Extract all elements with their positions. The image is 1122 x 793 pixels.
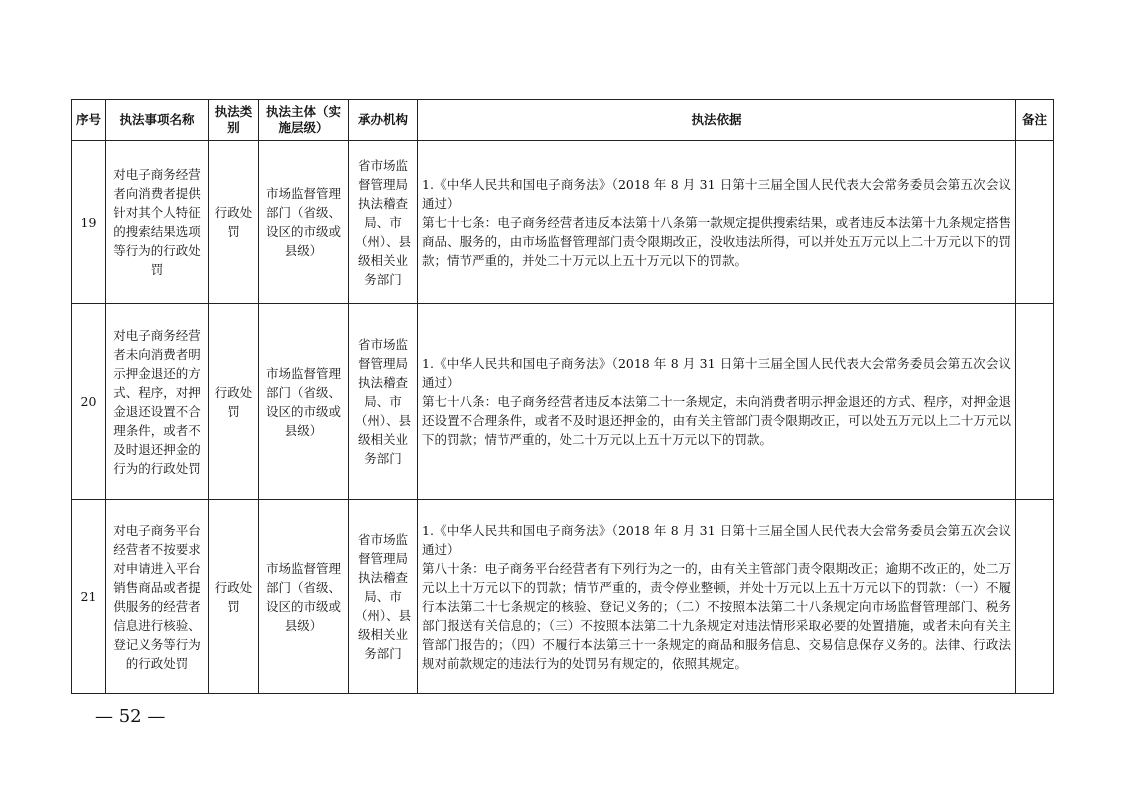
row-no: 21 bbox=[72, 500, 106, 694]
row-agency: 省市场监督管理局执法稽查局、市（州）、县级相关业务部门 bbox=[349, 141, 418, 304]
header-subject: 执法主体（实施层级） bbox=[259, 100, 349, 141]
row-agency: 省市场监督管理局执法稽查局、市（州）、县级相关业务部门 bbox=[349, 500, 418, 694]
table-row bbox=[72, 500, 1054, 694]
row-subject: 市场监督管理部门（省级、设区的市级或县级） bbox=[259, 500, 349, 694]
row-subject: 市场监督管理部门（省级、设区的市级或县级） bbox=[259, 304, 349, 500]
header-remark: 备注 bbox=[1016, 100, 1054, 141]
row-agency: 省市场监督管理局执法稽查局、市（州）、县级相关业务部门 bbox=[349, 304, 418, 500]
header-basis: 执法依据 bbox=[418, 100, 1016, 141]
page-number: — 52 — bbox=[95, 706, 166, 727]
table-header-row bbox=[72, 100, 1054, 141]
row-no: 19 bbox=[72, 141, 106, 304]
row-remark bbox=[1016, 500, 1054, 694]
header-agency: 承办机构 bbox=[349, 100, 418, 141]
row-basis: 1.《中华人民共和国电子商务法》（2018 年 8 月 31 日第十三届全国人民代表大会常务委员会第五次会议通过） 第七十七条：电子商务经营者违反本法第十八条第一款规定提供搜索结果，或者违反本法第十九条规定搭售商品、服务的，由市场监督管理部门责令限期改正，没收违法所得，可以并处五万元以上二十万元以下的罚款；情节严重的，并处二十万元以上五十万元以下的罚款。 bbox=[418, 141, 1016, 304]
row-basis: 1.《中华人民共和国电子商务法》（2018 年 8 月 31 日第十三届全国人民代表大会常务委员会第五次会议通过） 第七十八条：电子商务经营者违反本法第二十一条规定，未向消费者明示押金退还的方式、程序，对押金退还设置不合理条件，或者不及时退还押金的，由有关主管部门责令限期改正，可以处五万元以上二十万元以下的罚款；情节严重的，处二十万元以上五十万元以下的罚款。 bbox=[418, 304, 1016, 500]
row-subject: 市场监督管理部门（省级、设区的市级或县级） bbox=[259, 141, 349, 304]
row-name: 对电子商务经营者未向消费者明示押金退还的方式、程序，对押金退还设置不合理条件，或者不及时退还押金的行为的行政处罚 bbox=[106, 304, 209, 500]
row-basis: 1.《中华人民共和国电子商务法》（2018 年 8 月 31 日第十三届全国人民代表大会常务委员会第五次会议通过） 第八十条：电子商务平台经营者有下列行为之一的，由有关主管部门责令限期改正；逾期不改正的，处二万元以上十万元以下的罚款；情节严重的，责令停业整顿，并处十万元以上五十万元以下的罚款：（一）不履行本法第二十七条规定的核验、登记义务的；（二）不按照本法第二十八条规定向市场监督管理部门、税务部门报送有关信息的；（三）不按照本法第二十九条规定对违法情形采取必要的处置措施，或者未向有关主管部门报告的；（四）不履行本法第三十一条规定的商品和服务信息、交易信息保存义务的。法律、行政法规对前款规定的违法行为的处罚另有规定的，依照其规定。 bbox=[418, 500, 1016, 694]
header-no: 序号 bbox=[72, 100, 106, 141]
row-category: 行政处罚 bbox=[209, 500, 259, 694]
row-no: 20 bbox=[72, 304, 106, 500]
row-category: 行政处罚 bbox=[209, 304, 259, 500]
header-name: 执法事项名称 bbox=[106, 100, 209, 141]
row-name: 对电子商务平台经营者不按要求对申请进入平台销售商品或者提供服务的经营者信息进行核验、登记义务等行为的行政处罚 bbox=[106, 500, 209, 694]
header-category: 执法类别 bbox=[209, 100, 259, 141]
row-category: 行政处罚 bbox=[209, 141, 259, 304]
table-row bbox=[72, 141, 1054, 304]
table-row bbox=[72, 304, 1054, 500]
row-remark bbox=[1016, 141, 1054, 304]
row-name: 对电子商务经营者向消费者提供针对其个人特征的搜索结果选项等行为的行政处罚 bbox=[106, 141, 209, 304]
row-remark bbox=[1016, 304, 1054, 500]
enforcement-table bbox=[71, 99, 1054, 694]
